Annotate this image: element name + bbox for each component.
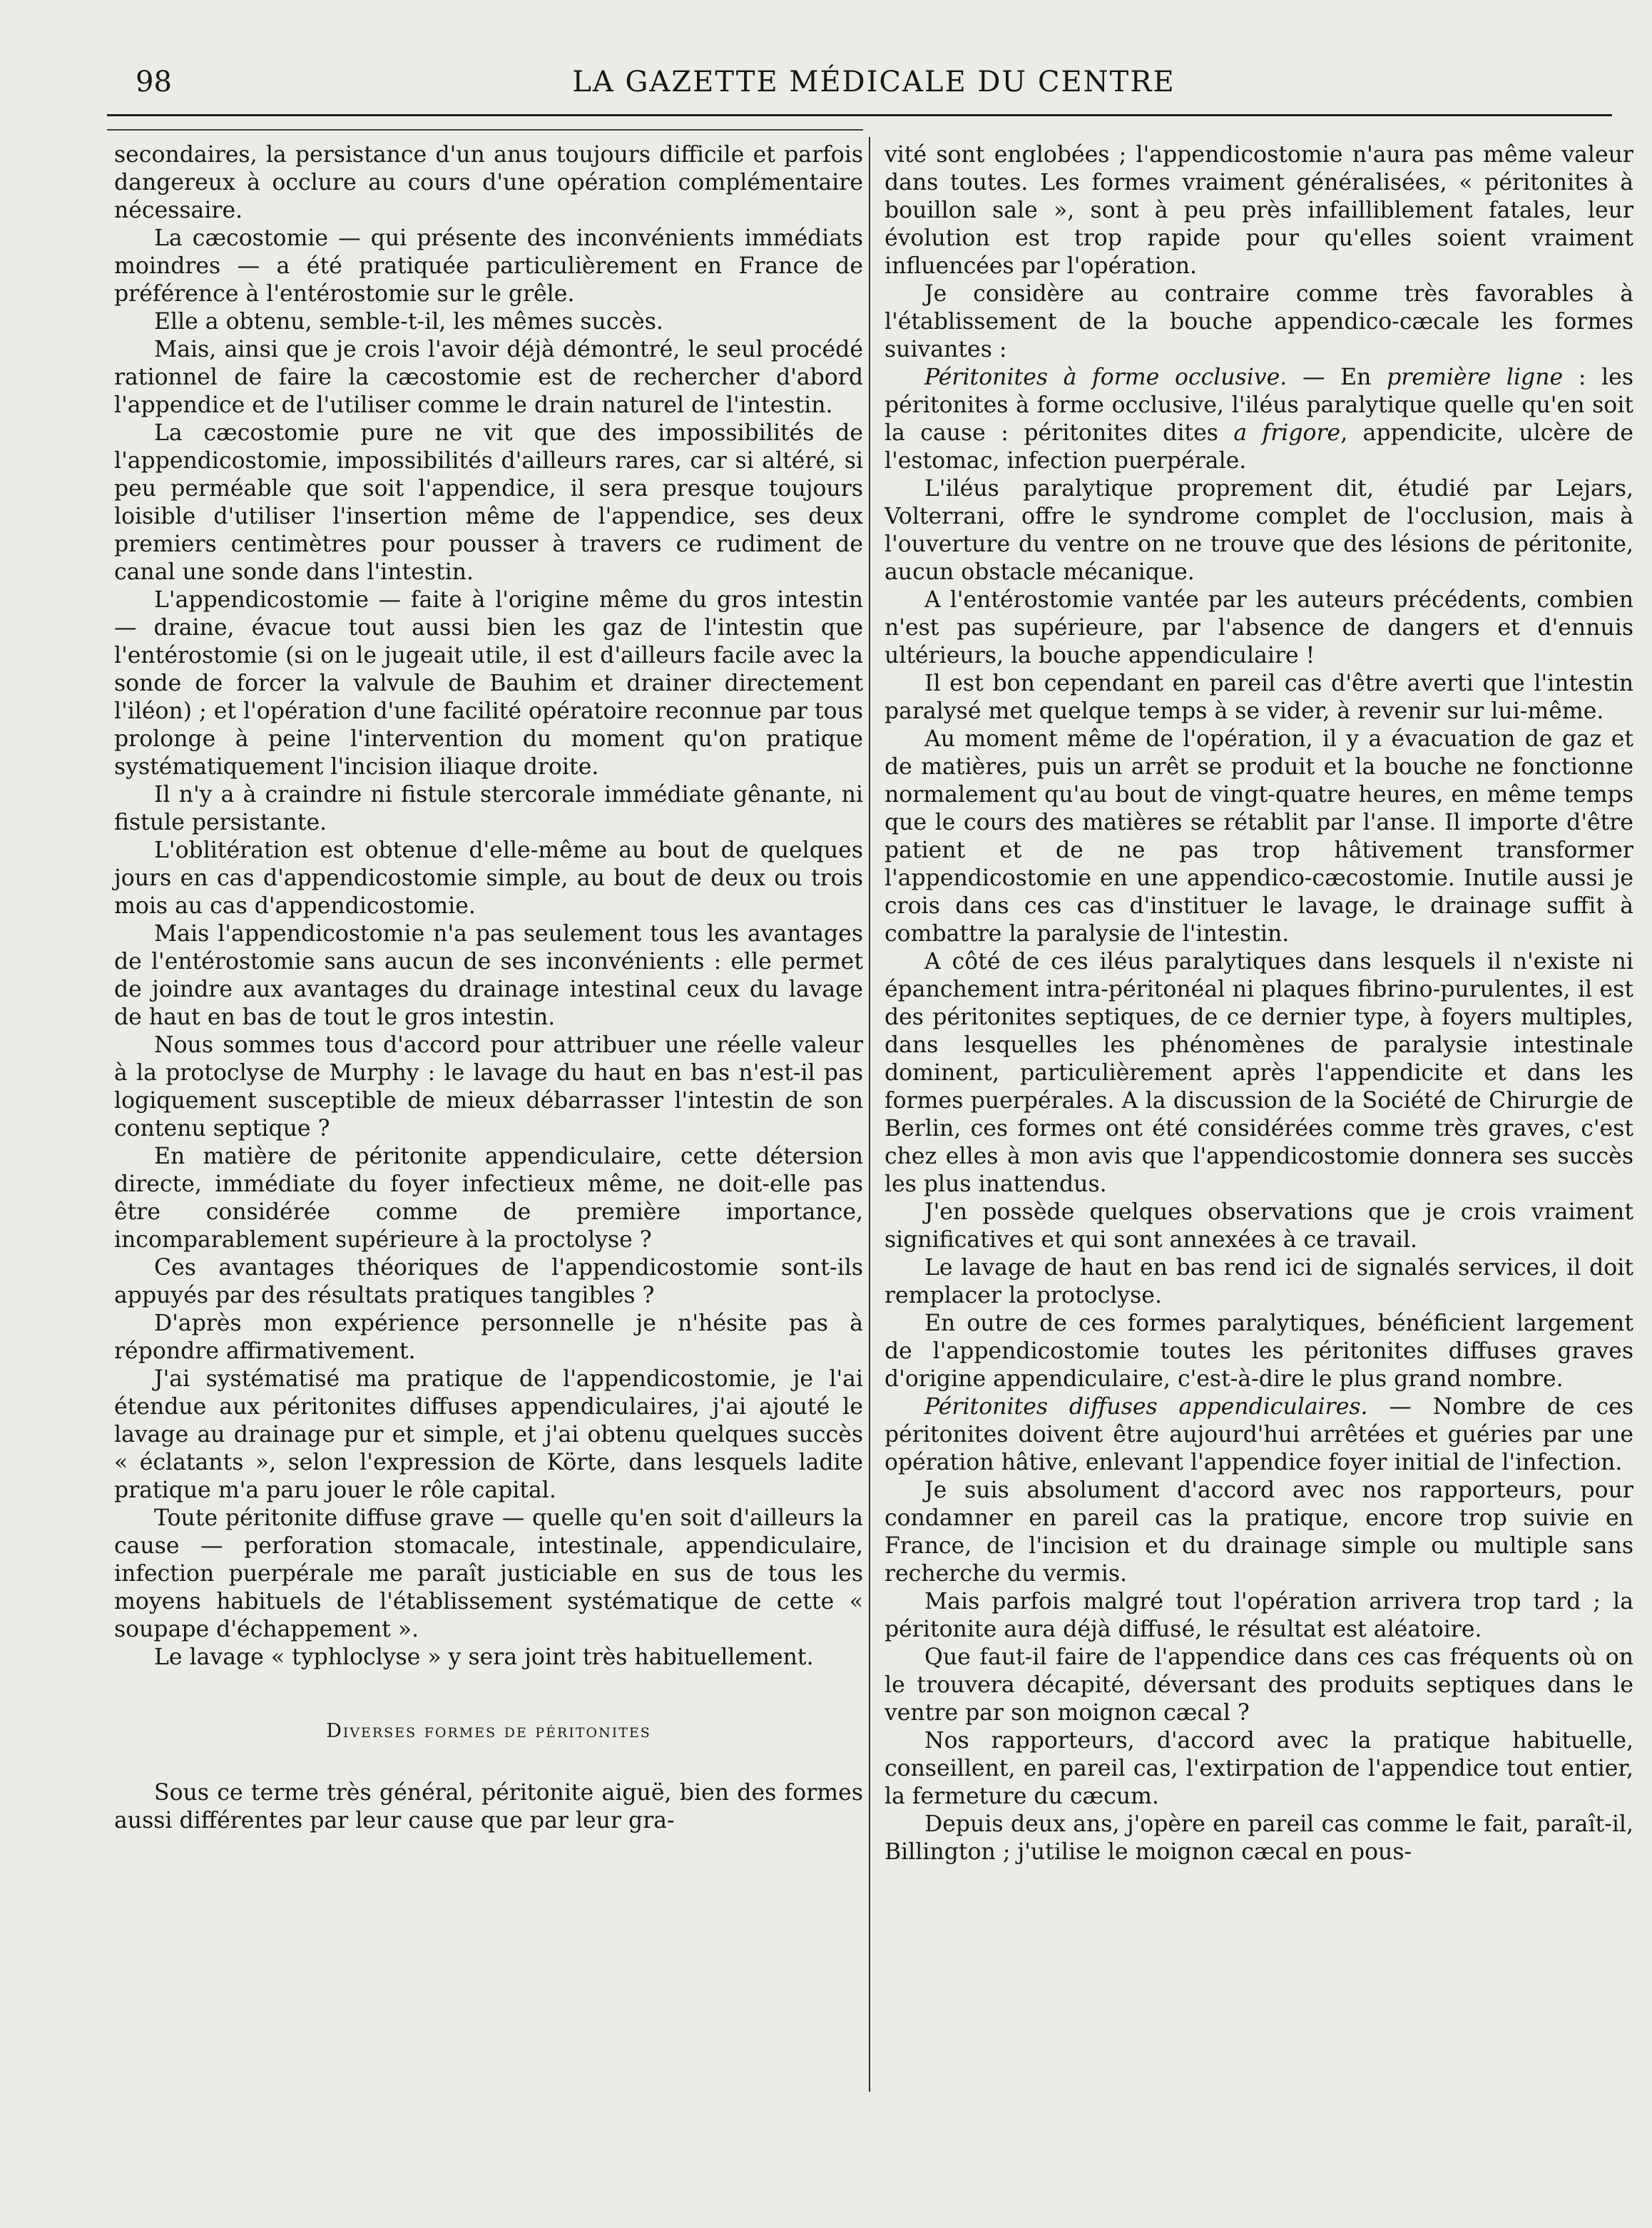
header-subrule [107, 129, 863, 131]
paragraph: A côté de ces iléus paralytiques dans lesquels il n'existe ni épanchement intra-péritonéal ni plaques fibrino-purulentes, il est des péritonites septiques, de ce dernier type, à foyers multiples, dans lesquelles les phénomènes de paralysie intestinale dominent, particulièrement après l'appendicite et dans les formes puerpérales. A la discussion de la Société de Chirurgie de Berlin, ces formes ont été considérées comme très graves, c'est chez elles à mon avis que l'appendicostomie donnera ses succès les plus inattendus. [884, 949, 1633, 1197]
text-span: : les péritonites à forme occlusive, l'iléus paralytique quelle qu'en soit la cause : péritonites dites [884, 365, 1633, 446]
paragraph: vité sont englobées ; l'appendicostomie n'aura pas même valeur dans toutes. Les formes vraiment généralisées, « péritonites à bouillon sale », sont à peu près infailliblement fatales, leur évolution est trop rapide pour qu'elles soient vraiment influencées par l'opération. [884, 142, 1633, 279]
paragraph: Il est bon cependant en pareil cas d'être averti que l'intestin paralysé met quelque temps à se vider, à revenir sur lui-même. [884, 671, 1633, 724]
header-rule [107, 114, 1612, 116]
italic-text: première ligne [1387, 365, 1564, 390]
paragraph: Je considère au contraire comme très favorables à l'établissement de la bouche appendico-cæcale les formes suivantes : [884, 281, 1633, 362]
paragraph: Mais, ainsi que je crois l'avoir déjà démontré, le seul procédé rationnel de faire la cæcostomie est de rechercher d'abord l'appendice et de l'utiliser comme le drain naturel de l'intestin. [114, 337, 863, 418]
section-heading: Diverses formes de péritonites [326, 1720, 651, 1742]
paragraph: Ces avantages théoriques de l'appendicostomie sont-ils appuyés par des résultats pratiques tangibles ? [114, 1255, 863, 1308]
text-span: — Nombre de ces péritonites doivent être aujourd'hui arrêtées et guéries par une opération hâtive, enlevant l'appendice foyer initial de l'infection. [884, 1394, 1633, 1475]
paragraph: Sous ce terme très général, péritonite aiguë, bien des formes aussi différentes par leur cause que par leur gra- [114, 1780, 863, 1833]
paragraph: L'oblitération est obtenue d'elle-même au bout de quelques jours en cas d'appendicostomie simple, au bout de deux ou trois mois au cas d'appendicostomie. [114, 838, 863, 919]
journal-title: LA GAZETTE MÉDICALE DU CENTRE [572, 66, 1176, 98]
paragraph: L'iléus paralytique proprement dit, étudié par Lejars, Volterrani, offre le syndrome complet de l'occlusion, mais à l'ouverture du ventre on ne trouve que des lésions de péritonite, aucun obstacle mécanique. [884, 476, 1633, 585]
paragraph: Mais parfois malgré tout l'opération arrivera trop tard ; la péritonite aura déjà diffusé, le résultat est aléatoire. [884, 1589, 1633, 1642]
paragraph: Je suis absolument d'accord avec nos rapporteurs, pour condamner en pareil cas la pratique, encore trop suivie en France, de l'incision et du drainage simple ou multiple sans recherche du vermis. [884, 1477, 1633, 1587]
paragraph: Le lavage de haut en bas rend ici de signalés services, il doit remplacer la protoclyse. [884, 1255, 1633, 1308]
paragraph: Que faut-il faire de l'appendice dans ces cas fréquents où on le trouvera décapité, déversant des produits septiques dans le ventre par son moignon cæcal ? [884, 1644, 1633, 1726]
paragraph-diffuse-peritonitis [884, 1393, 1633, 1477]
page-number: 98 [136, 66, 172, 98]
text-span: — En [1287, 365, 1387, 390]
paragraph: En outre de ces formes paralytiques, bénéficient largement de l'appendicostomie toutes les péritonites diffuses graves d'origine appendiculaire, c'est-à-dire le plus grand nombre. [884, 1311, 1633, 1392]
paragraph: La cæcostomie — qui présente des inconvénients immédiats moindres — a été pratiquée particulièrement en France de préférence à l'entérostomie sur le grêle. [114, 225, 863, 307]
paragraph: Il n'y a à craindre ni fistule stercorale immédiate gênante, ni fistule persistante. [114, 782, 863, 835]
column-separator [869, 137, 870, 2092]
paragraph: Mais l'appendicostomie n'a pas seulement tous les avantages de l'entérostomie sans aucun de ses inconvénients : elle permet de joindre aux avantages du drainage intestinal ceux du lavage de haut en bas de tout le gros intestin. [114, 921, 863, 1030]
text-span: , appendicite, ulcère de l'estomac, infection puerpérale. [884, 420, 1634, 474]
paragraph: En matière de péritonite appendiculaire, cette détersion directe, immédiate du foyer infectieux même, ne doit-elle pas être considérée comme de première importance, incomparablement supérieure à la proctolyse ? [114, 1144, 863, 1253]
italic-heading: Péritonites à forme occlusive. [924, 365, 1288, 390]
right-column [884, 141, 1633, 1866]
paragraph: J'en possède quelques observations que je crois vraiment significatives et qui sont annexées à ce travail. [884, 1199, 1633, 1253]
paragraph: Depuis deux ans, j'opère en pareil cas comme le fait, paraît-il, Billington ; j'utilise le moignon cæcal en pous- [884, 1811, 1633, 1865]
paragraph: Toute péritonite diffuse grave — quelle qu'en soit d'ailleurs la cause — perforation stomacale, intestinale, appendiculaire, infection puerpérale me paraît justiciable en sus de tous les moyens habituels de l'établissement systématique de cette « soupape d'échappement ». [114, 1505, 863, 1642]
italic-text: a frigore [1233, 420, 1341, 446]
paragraph: secondaires, la persistance d'un anus toujours difficile et parfois dangereux à occlure au cours d'une opération complémentaire nécessaire. [114, 142, 863, 223]
paragraph: Au moment même de l'opération, il y a évacuation de gaz et de matières, puis un arrêt se produit et la bouche ne fonctionne normalement qu'au bout de vingt-quatre heures, en même temps que le cours des matières se rétablit par l'anse. Il importe d'être patient et de ne pas trop hâtivement transformer l'appendicostomie en une appendico-cæcostomie. Inutile aussi je crois dans ces cas d'instituer le lavage, le drainage suffit à combattre la paralysie de l'intestin. [884, 726, 1633, 947]
paragraph: L'appendicostomie — faite à l'origine même du gros intestin — draine, évacue tout aussi bien les gaz de l'intestin que l'entérostomie (si on le jugeait utile, il est d'ailleurs facile avec la sonde de forcer la valvule de Bauhim et drainer directement l'iléon) ; et l'opération d'une facilité opératoire reconnue par tous prolonge à peine l'intervention du moment qu'on pratique systématiquement l'incision iliaque droite. [114, 587, 863, 780]
left-column [114, 141, 863, 1835]
paragraph: J'ai systématisé ma pratique de l'appendicostomie, je l'ai étendue aux péritonites diffuses appendiculaires, j'ai ajouté le lavage au drainage pur et simple, et j'ai obtenu quelques succès « éclatants », selon l'expression de Körte, dans lesquels ladite pratique m'a paru jouer le rôle capital. [114, 1366, 863, 1503]
italic-heading: Péritonites diffuses appendiculaires. [924, 1394, 1368, 1420]
paragraph: A l'entérostomie vantée par les auteurs précédents, combien n'est pas supérieure, par l'absence de dangers et d'ennuis ultérieurs, la bouche appendiculaire ! [884, 587, 1633, 668]
paragraph: Nos rapporteurs, d'accord avec la pratique habituelle, conseillent, en pareil cas, l'extirpation de l'appendice tout entier, la fermeture du cæcum. [884, 1728, 1633, 1809]
paragraph: Nous sommes tous d'accord pour attribuer une réelle valeur à la protoclyse de Murphy : le lavage du haut en bas n'est-il pas logiquement susceptible de mieux débarrasser l'intestin de son contenu septique ? [114, 1032, 863, 1141]
paragraph-occlusive-forms [884, 364, 1633, 475]
paragraph: La cæcostomie pure ne vit que des impossibilités de l'appendicostomie, impossibilités d'ailleurs rares, car si altéré, si peu perméable que soit l'appendice, il sera presque toujours loisible d'utiliser l'insertion même de l'appendice, ses deux premiers centimètres pour pousser à travers ce rudiment de canal une sonde dans l'intestin. [114, 420, 863, 585]
paragraph: D'après mon expérience personnelle je n'hésite pas à répondre affirmativement. [114, 1311, 863, 1364]
paragraph: Le lavage « typhloclyse » y sera joint très habituellement. [154, 1644, 814, 1670]
paragraph: Elle a obtenu, semble-t-il, les mêmes succès. [154, 309, 663, 335]
page-header [128, 66, 1619, 108]
